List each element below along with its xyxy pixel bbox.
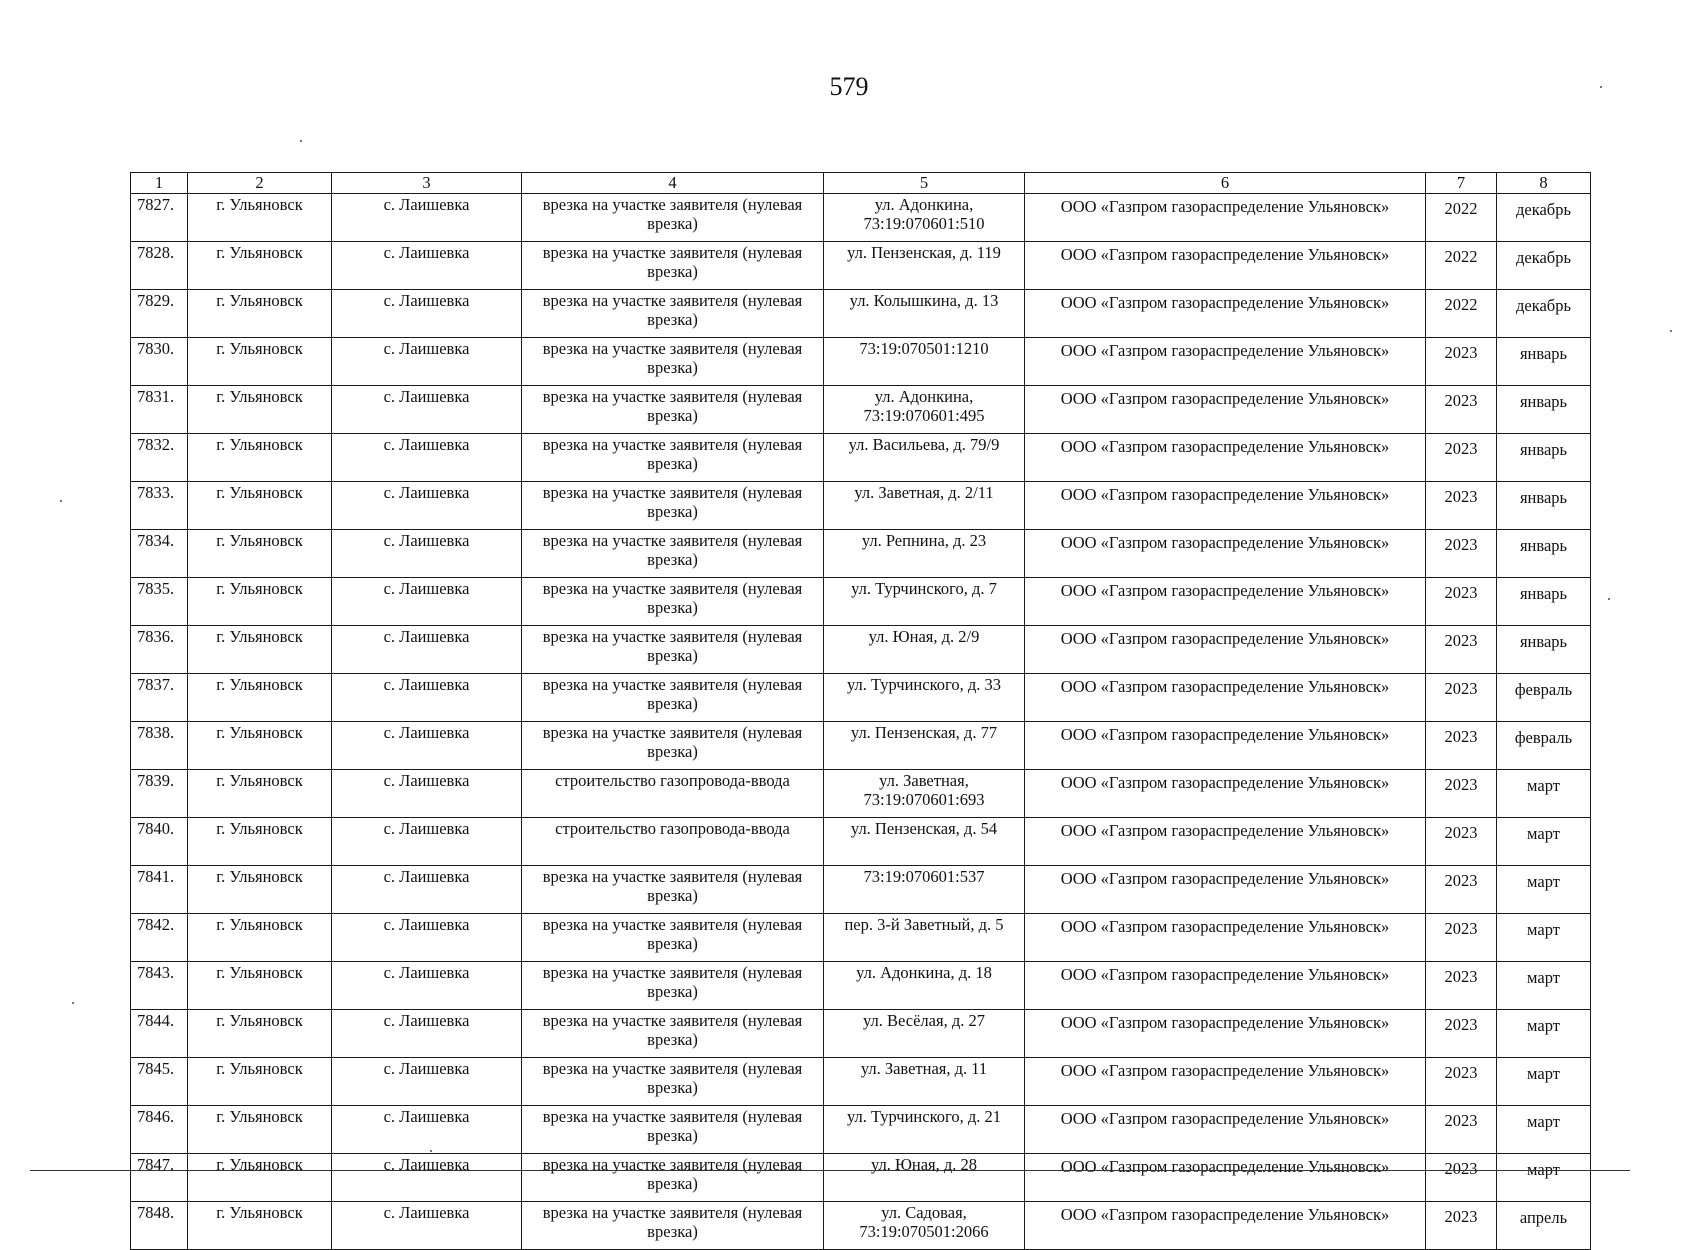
col-village: с. Лаишевка [332, 1154, 522, 1202]
col-village: с. Лаишевка [332, 770, 522, 818]
col-number: 7843. [131, 962, 188, 1010]
table-row [131, 962, 1591, 1010]
col-village: с. Лаишевка [332, 1202, 522, 1250]
col-year: 2023 [1426, 866, 1497, 914]
col-month: январь [1497, 482, 1591, 530]
col-number: 7839. [131, 770, 188, 818]
bottom-rule [30, 1170, 1630, 1171]
col-work: врезка на участке заявителя (нулевая врезка) [522, 434, 824, 482]
col-month: март [1497, 1154, 1591, 1202]
col-village: с. Лаишевка [332, 482, 522, 530]
col-year: 2023 [1426, 962, 1497, 1010]
col-organization: ООО «Газпром газораспределение Ульяновск» [1025, 1010, 1426, 1058]
col-number: 7842. [131, 914, 188, 962]
col-work: врезка на участке заявителя (нулевая врезка) [522, 1202, 824, 1250]
col-organization: ООО «Газпром газораспределение Ульяновск» [1025, 866, 1426, 914]
col-year: 2023 [1426, 1106, 1497, 1154]
table-row [131, 386, 1591, 434]
table-row [131, 194, 1591, 242]
col-organization: ООО «Газпром газораспределение Ульяновск» [1025, 194, 1426, 242]
col-year: 2022 [1426, 242, 1497, 290]
table-row [131, 434, 1591, 482]
col-month: февраль [1497, 722, 1591, 770]
col-month: январь [1497, 626, 1591, 674]
col-year: 2023 [1426, 722, 1497, 770]
col-number: 7847. [131, 1154, 188, 1202]
col-number: 7835. [131, 578, 188, 626]
scan-speck [430, 1150, 432, 1152]
col-work: врезка на участке заявителя (нулевая врезка) [522, 674, 824, 722]
col-village: с. Лаишевка [332, 674, 522, 722]
col-city: г. Ульяновск [188, 722, 332, 770]
col-village: с. Лаишевка [332, 1106, 522, 1154]
col-city: г. Ульяновск [188, 1058, 332, 1106]
col-month: январь [1497, 386, 1591, 434]
col-village: с. Лаишевка [332, 338, 522, 386]
col-organization: ООО «Газпром газораспределение Ульяновск» [1025, 290, 1426, 338]
col-year: 2023 [1426, 338, 1497, 386]
col-address: ул. Колышкина, д. 13 [824, 290, 1025, 338]
col-city: г. Ульяновск [188, 482, 332, 530]
col-number: 7834. [131, 530, 188, 578]
table-row [131, 1058, 1591, 1106]
col-village: с. Лаишевка [332, 1058, 522, 1106]
col-village: с. Лаишевка [332, 914, 522, 962]
col-month: апрель [1497, 1202, 1591, 1250]
col-address: 73:19:070501:1210 [824, 338, 1025, 386]
col-work: врезка на участке заявителя (нулевая врезка) [522, 242, 824, 290]
col-month: март [1497, 914, 1591, 962]
col-organization: ООО «Газпром газораспределение Ульяновск» [1025, 434, 1426, 482]
col-city: г. Ульяновск [188, 434, 332, 482]
col-city: г. Ульяновск [188, 674, 332, 722]
col-number: 7832. [131, 434, 188, 482]
col-city: г. Ульяновск [188, 626, 332, 674]
header-row [131, 173, 1591, 194]
col-year: 2023 [1426, 1202, 1497, 1250]
column-header: 6 [1025, 173, 1426, 194]
table-row [131, 866, 1591, 914]
col-number: 7836. [131, 626, 188, 674]
col-organization: ООО «Газпром газораспределение Ульяновск» [1025, 626, 1426, 674]
col-organization: ООО «Газпром газораспределение Ульяновск» [1025, 770, 1426, 818]
col-month: декабрь [1497, 242, 1591, 290]
col-village: с. Лаишевка [332, 242, 522, 290]
col-address: ул. Турчинского, д. 7 [824, 578, 1025, 626]
col-organization: ООО «Газпром газораспределение Ульяновск» [1025, 242, 1426, 290]
col-address: ул. Васильева, д. 79/9 [824, 434, 1025, 482]
col-work: врезка на участке заявителя (нулевая врезка) [522, 866, 824, 914]
col-number: 7833. [131, 482, 188, 530]
table-row [131, 770, 1591, 818]
col-city: г. Ульяновск [188, 962, 332, 1010]
column-header: 7 [1426, 173, 1497, 194]
col-work: врезка на участке заявителя (нулевая врезка) [522, 626, 824, 674]
table-row [131, 818, 1591, 866]
table-row [131, 1202, 1591, 1250]
col-number: 7841. [131, 866, 188, 914]
col-village: с. Лаишевка [332, 626, 522, 674]
col-month: январь [1497, 578, 1591, 626]
col-organization: ООО «Газпром газораспределение Ульяновск» [1025, 962, 1426, 1010]
col-address: ул. Адонкина, 73:19:070601:495 [824, 386, 1025, 434]
col-address: пер. 3-й Заветный, д. 5 [824, 914, 1025, 962]
col-address: ул. Юная, д. 28 [824, 1154, 1025, 1202]
col-city: г. Ульяновск [188, 578, 332, 626]
col-address: ул. Заветная, д. 2/11 [824, 482, 1025, 530]
col-organization: ООО «Газпром газораспределение Ульяновск» [1025, 1106, 1426, 1154]
col-year: 2023 [1426, 386, 1497, 434]
col-village: с. Лаишевка [332, 530, 522, 578]
column-header: 4 [522, 173, 824, 194]
column-header: 2 [188, 173, 332, 194]
col-number: 7827. [131, 194, 188, 242]
col-organization: ООО «Газпром газораспределение Ульяновск» [1025, 1154, 1426, 1202]
col-village: с. Лаишевка [332, 434, 522, 482]
col-organization: ООО «Газпром газораспределение Ульяновск» [1025, 578, 1426, 626]
col-month: март [1497, 1106, 1591, 1154]
col-number: 7829. [131, 290, 188, 338]
col-work: врезка на участке заявителя (нулевая врезка) [522, 1058, 824, 1106]
col-address: ул. Садовая, 73:19:070501:2066 [824, 1202, 1025, 1250]
col-year: 2023 [1426, 770, 1497, 818]
col-number: 7844. [131, 1010, 188, 1058]
col-work: врезка на участке заявителя (нулевая врезка) [522, 482, 824, 530]
col-city: г. Ульяновск [188, 338, 332, 386]
scan-speck [1608, 598, 1610, 600]
col-address: ул. Турчинского, д. 33 [824, 674, 1025, 722]
col-year: 2023 [1426, 1154, 1497, 1202]
col-year: 2023 [1426, 482, 1497, 530]
table-row [131, 1154, 1591, 1202]
col-work: врезка на участке заявителя (нулевая врезка) [522, 290, 824, 338]
col-work: врезка на участке заявителя (нулевая врезка) [522, 722, 824, 770]
col-year: 2023 [1426, 1010, 1497, 1058]
col-organization: ООО «Газпром газораспределение Ульяновск» [1025, 1058, 1426, 1106]
col-city: г. Ульяновск [188, 1106, 332, 1154]
page-number: 579 [829, 72, 869, 101]
column-header: 1 [131, 173, 188, 194]
col-city: г. Ульяновск [188, 194, 332, 242]
col-year: 2023 [1426, 1058, 1497, 1106]
col-village: с. Лаишевка [332, 962, 522, 1010]
col-address: 73:19:070601:537 [824, 866, 1025, 914]
table-row [131, 338, 1591, 386]
col-address: ул. Весёлая, д. 27 [824, 1010, 1025, 1058]
table-row [131, 914, 1591, 962]
column-header: 3 [332, 173, 522, 194]
col-city: г. Ульяновск [188, 866, 332, 914]
col-village: с. Лаишевка [332, 386, 522, 434]
scan-speck [1670, 330, 1672, 332]
column-header: 8 [1497, 173, 1591, 194]
table-row [131, 578, 1591, 626]
scan-speck [72, 1002, 74, 1004]
col-month: март [1497, 962, 1591, 1010]
col-work: врезка на участке заявителя (нулевая врезка) [522, 194, 824, 242]
col-month: март [1497, 1058, 1591, 1106]
col-organization: ООО «Газпром газораспределение Ульяновск» [1025, 386, 1426, 434]
col-month: март [1497, 818, 1591, 866]
col-address: ул. Репнина, д. 23 [824, 530, 1025, 578]
col-city: г. Ульяновск [188, 1202, 332, 1250]
column-header: 5 [824, 173, 1025, 194]
col-year: 2023 [1426, 818, 1497, 866]
col-city: г. Ульяновск [188, 818, 332, 866]
col-month: январь [1497, 530, 1591, 578]
col-work: врезка на участке заявителя (нулевая врезка) [522, 914, 824, 962]
col-address: ул. Турчинского, д. 21 [824, 1106, 1025, 1154]
col-organization: ООО «Газпром газораспределение Ульяновск» [1025, 914, 1426, 962]
col-organization: ООО «Газпром газораспределение Ульяновск» [1025, 674, 1426, 722]
col-month: декабрь [1497, 194, 1591, 242]
col-city: г. Ульяновск [188, 1154, 332, 1202]
col-year: 2023 [1426, 626, 1497, 674]
scan-speck [60, 500, 62, 502]
col-village: с. Лаишевка [332, 722, 522, 770]
col-village: с. Лаишевка [332, 290, 522, 338]
col-month: март [1497, 866, 1591, 914]
col-address: ул. Заветная, д. 11 [824, 1058, 1025, 1106]
scan-speck [300, 140, 302, 142]
col-year: 2022 [1426, 194, 1497, 242]
col-city: г. Ульяновск [188, 242, 332, 290]
col-work: строительство газопровода-ввода [522, 818, 824, 866]
col-address: ул. Пензенская, д. 54 [824, 818, 1025, 866]
col-work: врезка на участке заявителя (нулевая врезка) [522, 962, 824, 1010]
col-village: с. Лаишевка [332, 818, 522, 866]
table-row [131, 242, 1591, 290]
table-row [131, 626, 1591, 674]
col-organization: ООО «Газпром газораспределение Ульяновск» [1025, 818, 1426, 866]
col-number: 7846. [131, 1106, 188, 1154]
col-year: 2023 [1426, 578, 1497, 626]
col-city: г. Ульяновск [188, 914, 332, 962]
col-year: 2023 [1426, 434, 1497, 482]
col-work: врезка на участке заявителя (нулевая врезка) [522, 578, 824, 626]
col-work: врезка на участке заявителя (нулевая врезка) [522, 1010, 824, 1058]
col-city: г. Ульяновск [188, 1010, 332, 1058]
col-work: врезка на участке заявителя (нулевая врезка) [522, 1106, 824, 1154]
col-number: 7831. [131, 386, 188, 434]
register-table [130, 172, 1591, 1250]
col-city: г. Ульяновск [188, 386, 332, 434]
col-work: врезка на участке заявителя (нулевая врезка) [522, 530, 824, 578]
table-row [131, 530, 1591, 578]
col-village: с. Лаишевка [332, 866, 522, 914]
table-row [131, 1010, 1591, 1058]
col-year: 2023 [1426, 530, 1497, 578]
col-organization: ООО «Газпром газораспределение Ульяновск» [1025, 482, 1426, 530]
col-year: 2023 [1426, 914, 1497, 962]
col-work: врезка на участке заявителя (нулевая врезка) [522, 386, 824, 434]
col-address: ул. Адонкина, д. 18 [824, 962, 1025, 1010]
col-month: январь [1497, 434, 1591, 482]
col-address: ул. Пензенская, д. 119 [824, 242, 1025, 290]
col-organization: ООО «Газпром газораспределение Ульяновск» [1025, 722, 1426, 770]
col-month: март [1497, 1010, 1591, 1058]
col-month: март [1497, 770, 1591, 818]
scan-speck [1600, 86, 1602, 88]
col-number: 7828. [131, 242, 188, 290]
col-address: ул. Юная, д. 2/9 [824, 626, 1025, 674]
col-work: врезка на участке заявителя (нулевая врезка) [522, 338, 824, 386]
col-organization: ООО «Газпром газораспределение Ульяновск» [1025, 530, 1426, 578]
col-month: декабрь [1497, 290, 1591, 338]
col-address: ул. Пензенская, д. 77 [824, 722, 1025, 770]
col-number: 7838. [131, 722, 188, 770]
table-row [131, 290, 1591, 338]
table-row [131, 674, 1591, 722]
col-village: с. Лаишевка [332, 1010, 522, 1058]
col-work: строительство газопровода-ввода [522, 770, 824, 818]
col-address: ул. Заветная, 73:19:070601:693 [824, 770, 1025, 818]
col-city: г. Ульяновск [188, 770, 332, 818]
table-row [131, 482, 1591, 530]
col-month: февраль [1497, 674, 1591, 722]
col-number: 7837. [131, 674, 188, 722]
col-city: г. Ульяновск [188, 530, 332, 578]
col-organization: ООО «Газпром газораспределение Ульяновск» [1025, 338, 1426, 386]
col-village: с. Лаишевка [332, 194, 522, 242]
col-village: с. Лаишевка [332, 578, 522, 626]
col-number: 7845. [131, 1058, 188, 1106]
col-year: 2022 [1426, 290, 1497, 338]
col-organization: ООО «Газпром газораспределение Ульяновск» [1025, 1202, 1426, 1250]
col-year: 2023 [1426, 674, 1497, 722]
col-number: 7848. [131, 1202, 188, 1250]
table-row [131, 722, 1591, 770]
col-work: врезка на участке заявителя (нулевая врезка) [522, 1154, 824, 1202]
col-number: 7830. [131, 338, 188, 386]
table-row [131, 1106, 1591, 1154]
col-address: ул. Адонкина, 73:19:070601:510 [824, 194, 1025, 242]
col-city: г. Ульяновск [188, 290, 332, 338]
col-number: 7840. [131, 818, 188, 866]
col-month: январь [1497, 338, 1591, 386]
